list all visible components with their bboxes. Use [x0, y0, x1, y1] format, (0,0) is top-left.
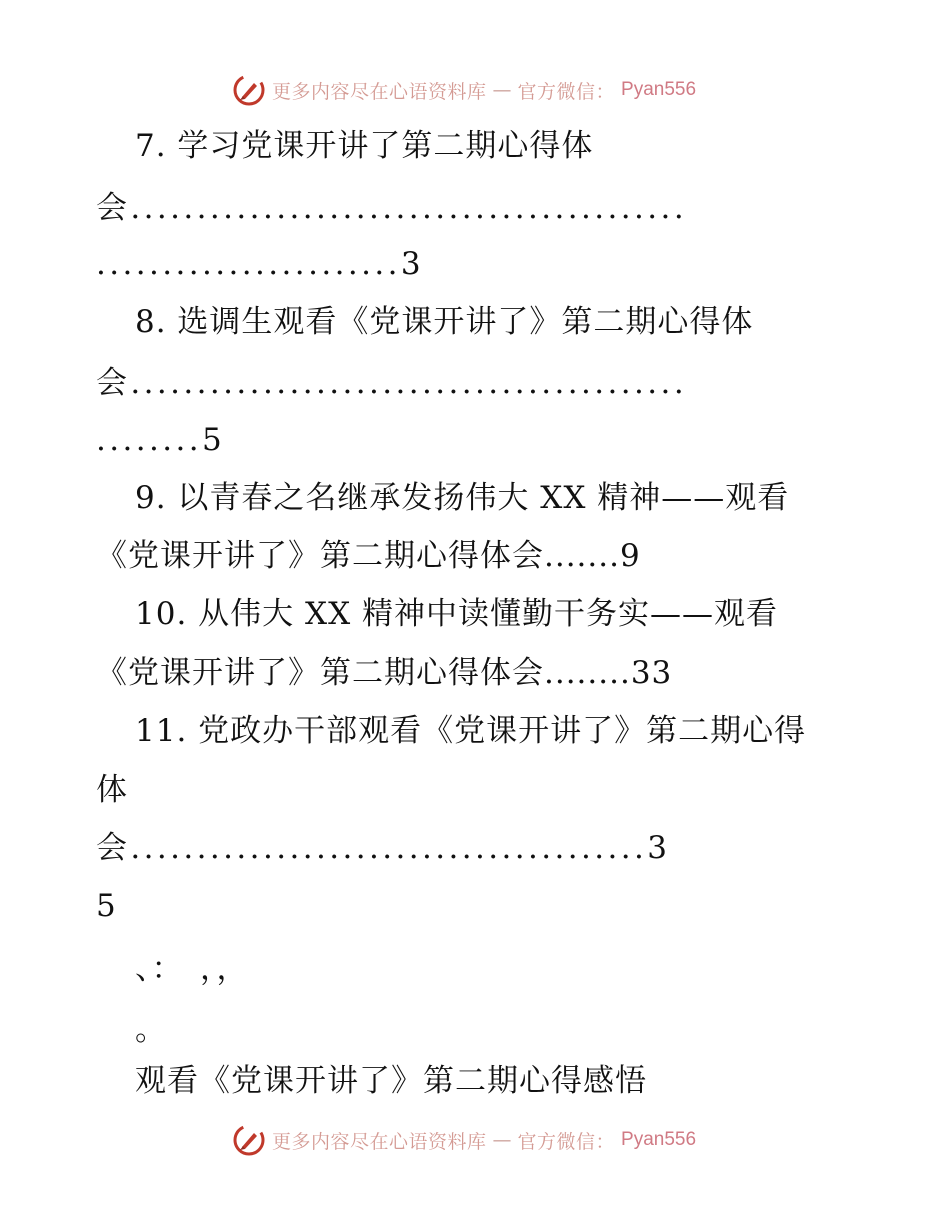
pen-nib-swirl-icon [232, 1123, 266, 1157]
watermark-separator: — [492, 79, 512, 101]
section-title: 观看《党课开讲了》第二期心得感悟 [135, 1063, 647, 1099]
toc-item-7-line-3: .......................3 [96, 246, 424, 282]
toc-item-7-line-1: 7. 学习党课开讲了第二期心得体 [135, 128, 594, 164]
toc-item-11-line-4: 5 [96, 888, 117, 924]
toc-item-11-line-2: 体 [96, 772, 128, 808]
watermark-suffix: 官方微信： [517, 80, 616, 103]
toc-item-9-line-1: 9. 以青春之名继承发扬伟大 XX 精神——观看 [135, 480, 790, 516]
toc-item-9-line-2: 《党课开讲了》第二期心得体会.......9 [96, 538, 641, 574]
toc-item-8-line-1: 8. 选调生观看《党课开讲了》第二期心得体 [135, 304, 754, 340]
toc-item-11-line-3: 会.......................................3 [96, 830, 671, 866]
watermark-suffix: 官方微信： [517, 1130, 616, 1153]
toc-item-7-line-2: 会.......................................... [96, 190, 688, 226]
punctuation-fragment-1: 、： ，， [135, 951, 249, 987]
watermark-id: Pyan556 [621, 79, 697, 100]
watermark-id: Pyan556 [621, 1129, 697, 1150]
punctuation-fragment-2: 。 [135, 1012, 167, 1048]
toc-item-8-line-3: ........5 [96, 422, 226, 458]
watermark-text: 更多内容尽在心语资料库 [272, 1130, 487, 1153]
watermark-text: 更多内容尽在心语资料库 [272, 80, 487, 103]
toc-item-10-line-2: 《党课开讲了》第二期心得体会........33 [96, 655, 673, 691]
pen-nib-swirl-icon [232, 73, 266, 107]
watermark-separator: — [492, 1129, 512, 1151]
footer-watermark [232, 1122, 696, 1158]
toc-item-11-line-1: 11. 党政办干部观看《党课开讲了》第二期心得 [135, 713, 807, 749]
header-watermark [232, 72, 696, 108]
toc-item-8-line-2: 会.......................................... [96, 365, 688, 401]
toc-item-10-line-1: 10. 从伟大 XX 精神中读懂勤干务实——观看 [135, 596, 778, 632]
